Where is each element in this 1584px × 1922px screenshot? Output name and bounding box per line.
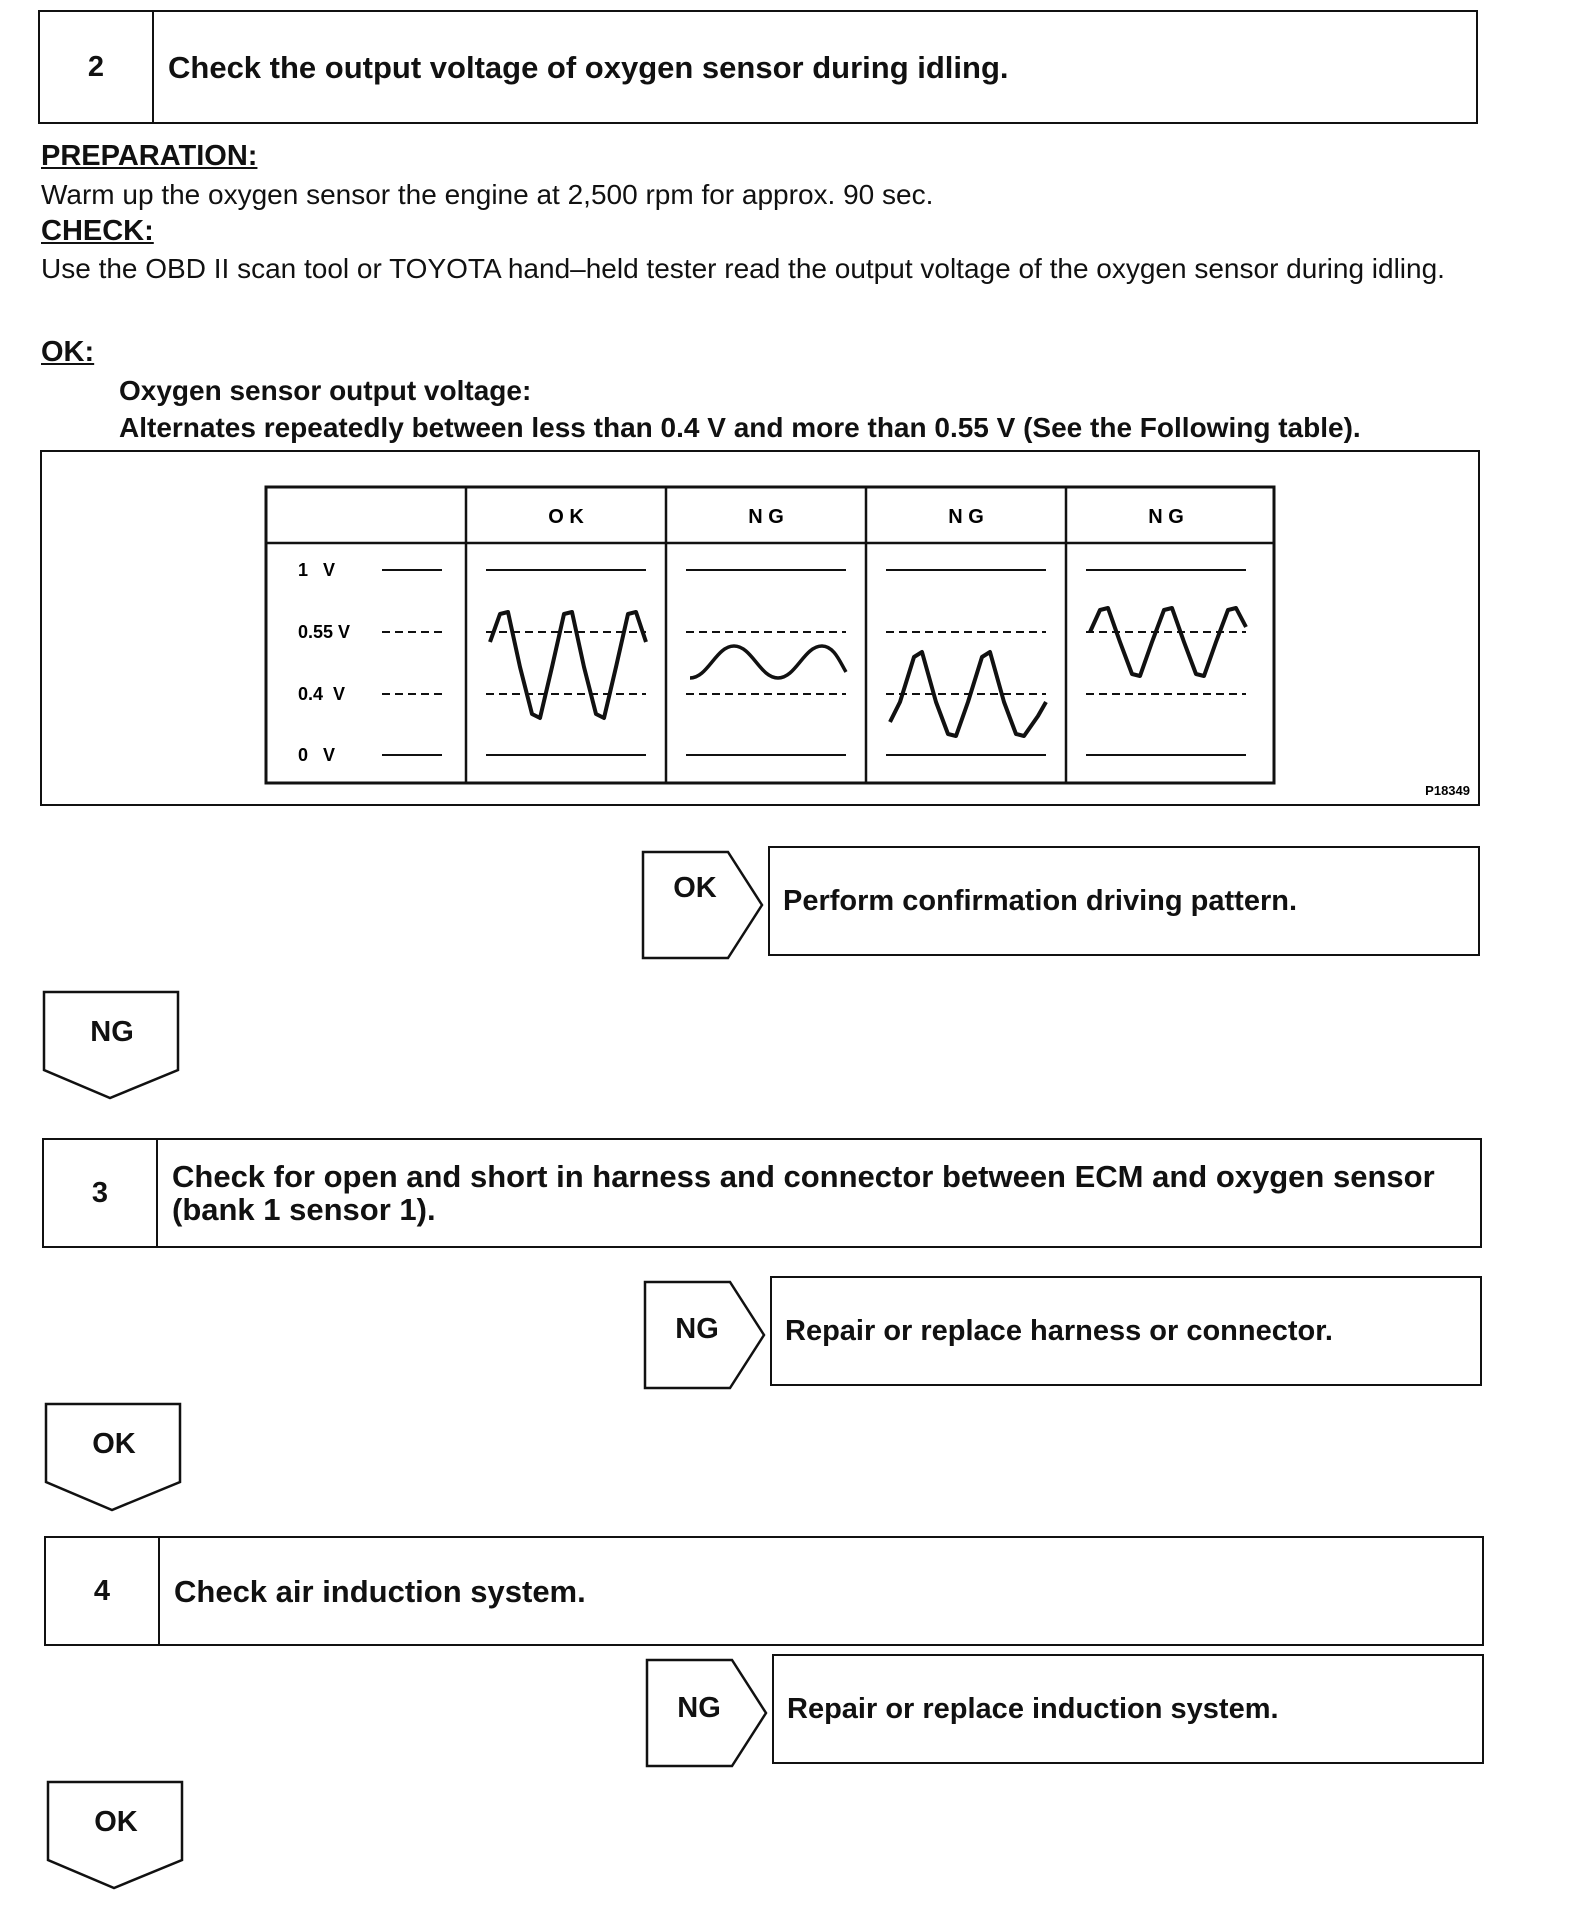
ok-spec-line1: Oxygen sensor output voltage: bbox=[119, 375, 532, 406]
ng-down-label: NG bbox=[90, 1016, 134, 1048]
step-3-number: 3 bbox=[44, 1140, 158, 1246]
waveform-col-header: N G bbox=[948, 506, 984, 528]
step-4-title: Check air induction system. bbox=[174, 1573, 586, 1609]
ok-down-label: OK bbox=[94, 1806, 138, 1838]
ok-down-label: OK bbox=[92, 1428, 136, 1460]
waveform-table-frame bbox=[266, 487, 1274, 783]
check-heading: CHECK: bbox=[41, 215, 154, 247]
step-4-header bbox=[44, 1536, 1484, 1646]
step-4-number: 4 bbox=[46, 1538, 160, 1644]
check-text: Use the OBD II scan tool or TOYOTA hand–held tester read the output voltage of the oxygen sensor during idling. bbox=[41, 253, 1445, 284]
step-3-header bbox=[42, 1138, 1482, 1248]
waveform-ng-low bbox=[690, 646, 846, 678]
step-2-number: 2 bbox=[40, 12, 154, 122]
ng-result-box bbox=[770, 1276, 1482, 1386]
step-3-title: Check for open and short in harness and connector between ECM and oxygen sensor (bank 1 sensor 1). bbox=[172, 1159, 1435, 1227]
waveform-table-svg bbox=[42, 452, 1478, 804]
ok-arrow-tag bbox=[641, 850, 767, 960]
waveform-row-label: 0.4 V bbox=[298, 684, 346, 704]
preparation-text: Warm up the oxygen sensor the engine at 2,500 rpm for approx. 90 sec. bbox=[41, 179, 934, 210]
waveform-col-header: N G bbox=[748, 506, 784, 528]
waveform-row-label: 1 V bbox=[298, 560, 336, 580]
ok-result-text: Perform confirmation driving pattern. bbox=[783, 884, 1297, 917]
waveform-figure bbox=[40, 450, 1480, 806]
ok-arrow-label: OK bbox=[673, 872, 717, 904]
waveform-ng-high bbox=[1090, 608, 1246, 676]
figure-code: P18349 bbox=[1425, 783, 1470, 798]
waveform-row-label: 0 V bbox=[298, 745, 336, 765]
ok-result-box bbox=[768, 846, 1480, 956]
waveform-row-label: 0.55 V bbox=[298, 622, 351, 642]
ng-arrow-label: NG bbox=[677, 1692, 721, 1724]
ng-arrow-label: NG bbox=[675, 1313, 719, 1345]
ng-result-text: Repair or replace induction system. bbox=[787, 1692, 1279, 1725]
step-2-title: Check the output voltage of oxygen sensor during idling. bbox=[168, 49, 1009, 85]
preparation-heading: PREPARATION: bbox=[41, 140, 258, 172]
ng-result-text: Repair or replace harness or connector. bbox=[785, 1314, 1333, 1347]
step-2-header bbox=[38, 10, 1478, 124]
ok-spec-line2: Alternates repeatedly between less than 0.4 V and more than 0.55 V (See the Following table). bbox=[119, 412, 1361, 443]
waveform-ok bbox=[490, 612, 646, 718]
ng-result-box bbox=[772, 1654, 1484, 1764]
ok-heading: OK: bbox=[41, 336, 95, 368]
waveform-col-header: O K bbox=[548, 506, 584, 528]
waveform-col-header: N G bbox=[1148, 506, 1184, 528]
